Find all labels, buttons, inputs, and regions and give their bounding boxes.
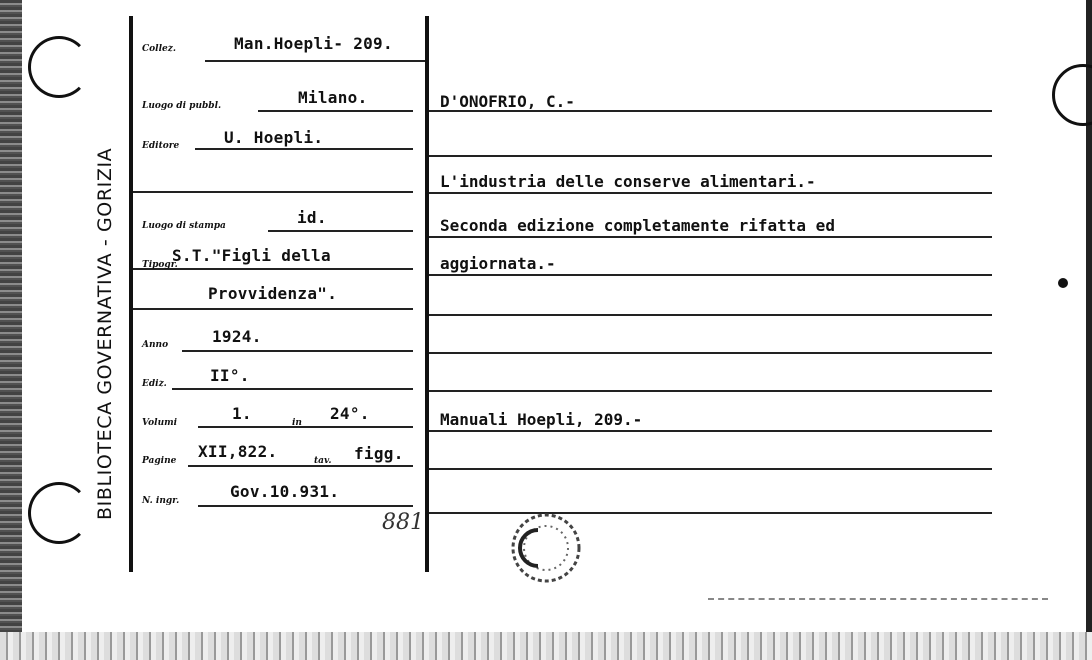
- rule-8: [182, 350, 413, 352]
- library-stamp-text: BIBLIOTECA GOVERNATIVA - GORIZIA: [94, 147, 116, 520]
- card-left-edge: [0, 0, 22, 660]
- punch-hole-right: [1052, 64, 1092, 126]
- right-rule-10: [429, 468, 992, 470]
- rule-9: [172, 388, 413, 390]
- tavole-value: figg.: [354, 444, 404, 463]
- editore-label: Editore: [142, 141, 180, 151]
- luogo-stampa-value: id.: [297, 208, 327, 227]
- pagine-value: XII,822.: [198, 442, 278, 461]
- handwritten-number: 881: [382, 510, 424, 535]
- edizione-value: II°.: [210, 366, 250, 385]
- inventario-value: Gov.10.931.: [230, 482, 340, 501]
- rule-2: [258, 110, 413, 112]
- title-line-1: L'industria delle conserve alimentari.-: [440, 172, 816, 191]
- bottom-right-marks: [708, 598, 1048, 602]
- tipografia-label: Tipogr.: [142, 260, 178, 270]
- left-column-rule: [129, 16, 133, 572]
- editore-value: U. Hoepli.: [224, 128, 324, 147]
- rule-12: [198, 505, 413, 507]
- collocazione-label: Collez.: [142, 44, 176, 54]
- tipografia-value-line1: S.T."Figli della: [172, 246, 331, 265]
- rule-4: [133, 191, 413, 193]
- anno-label: Anno: [142, 340, 169, 350]
- luogo-pubbl-value: Milano.: [298, 88, 368, 107]
- right-rule-4: [429, 236, 992, 238]
- right-rule-6: [429, 314, 992, 316]
- formato-value: 24°.: [330, 404, 370, 423]
- rule-5: [268, 230, 413, 232]
- title-line-2: Seconda edizione completamente rifatta ed: [440, 216, 835, 235]
- right-rule-5: [429, 274, 992, 276]
- middle-column-rule: [425, 16, 429, 572]
- rule-1: [205, 60, 425, 62]
- author-line: D'ONOFRIO, C.-: [440, 92, 575, 111]
- tavole-label: tav.: [314, 456, 332, 466]
- luogo-pubbl-label: Luogo di pubbl.: [142, 101, 222, 111]
- punch-dot-right: [1058, 278, 1068, 288]
- formato-label: in: [292, 418, 302, 428]
- luogo-stampa-label: Luogo di stampa: [142, 221, 226, 231]
- rule-10: [198, 426, 413, 428]
- right-rule-8: [429, 390, 992, 392]
- rule-11: [188, 465, 413, 467]
- right-rule-9: [429, 430, 992, 432]
- inventario-label: N. ingr.: [142, 496, 180, 506]
- card-bottom-edge: [0, 632, 1092, 660]
- rule-3: [195, 148, 413, 150]
- volumi-value: 1.: [232, 404, 252, 423]
- right-rule-3: [429, 192, 992, 194]
- tipografia-value-line2: Provvidenza".: [208, 284, 338, 303]
- right-rule-2: [429, 155, 992, 157]
- collocazione-value: Man.Hoepli- 209.: [234, 34, 393, 53]
- anno-value: 1924.: [212, 327, 262, 346]
- edizione-label: Ediz.: [142, 379, 167, 389]
- rule-7: [133, 308, 413, 310]
- volumi-label: Volumi: [142, 418, 178, 428]
- punch-hole-top-left: [28, 36, 90, 98]
- title-line-3: aggiornata.-: [440, 254, 556, 273]
- right-rule-7: [429, 352, 992, 354]
- series-line: Manuali Hoepli, 209.-: [440, 410, 643, 429]
- punch-hole-bottom-left: [28, 482, 90, 544]
- pagine-label: Pagine: [142, 456, 177, 466]
- library-seal-stamp: [508, 510, 584, 586]
